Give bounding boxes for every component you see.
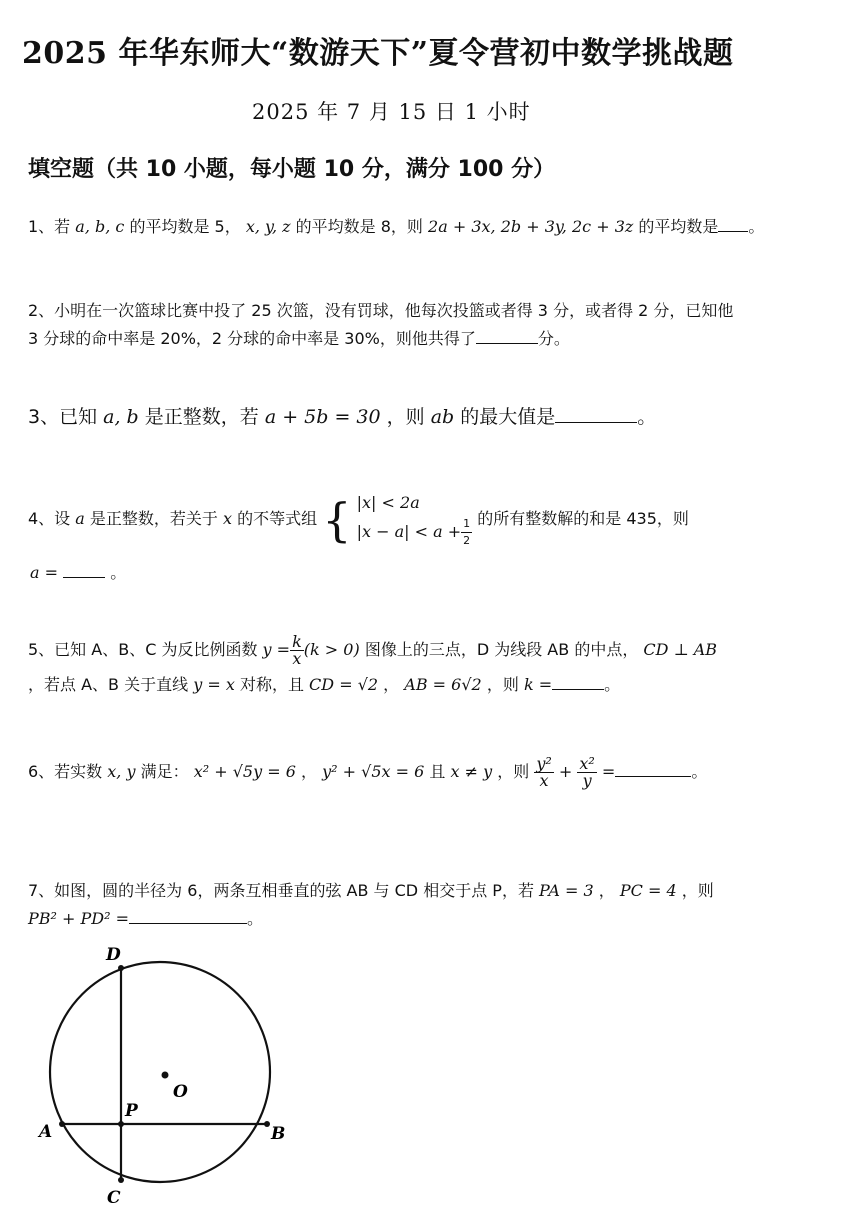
q4-half-fraction bbox=[461, 516, 472, 549]
q7-answer-line bbox=[28, 908, 263, 930]
q4-math-1: a bbox=[75, 509, 85, 528]
q5-end: 。 bbox=[604, 675, 621, 694]
question-3 bbox=[28, 406, 656, 428]
q4-text-1: 4、设 bbox=[28, 509, 71, 528]
q4-answer-line bbox=[30, 562, 126, 584]
q5-frac-num: k bbox=[292, 632, 302, 651]
q7-text-1: 7、如图，圆的半径为 6，两条互相垂直的弦 AB 与 CD 相交于点 P，若 bbox=[28, 881, 534, 900]
label-p: P bbox=[125, 1101, 138, 1121]
q7-math-2: PC = 4 bbox=[619, 881, 677, 900]
q6-equals: = bbox=[601, 762, 616, 781]
q4-math-2: x bbox=[223, 509, 233, 528]
q4-inequality-system bbox=[357, 490, 473, 549]
q6-text-3: ， bbox=[301, 762, 318, 781]
q2-line-2-wrap bbox=[28, 328, 733, 350]
q6-answer-blank bbox=[615, 762, 691, 777]
q3-math-2: a + 5b = 30 bbox=[264, 406, 381, 428]
q2-line-2: 3 分球的命中率是 20%，2 分球的命中率是 30%，则他共得了 bbox=[28, 329, 476, 348]
q4-text-3: 的不等式组 bbox=[237, 509, 318, 528]
question-5 bbox=[28, 634, 717, 667]
circle-chord-figure bbox=[30, 935, 300, 1205]
label-o: O bbox=[173, 1082, 188, 1102]
point-b bbox=[264, 1121, 270, 1127]
q7-math-3: PB² + PD² = bbox=[28, 909, 130, 928]
q5-text-1: 5、已知 A、B、C 为反比例函数 bbox=[28, 640, 258, 659]
q4-end: 。 bbox=[110, 563, 127, 582]
q4-half-den: 2 bbox=[463, 534, 471, 547]
q4-answer-blank bbox=[63, 563, 105, 578]
section-heading: 填空题（共 10 小题，每小题 10 分，满分 100 分） bbox=[28, 157, 556, 182]
q1-text-2: 的平均数是 5， bbox=[129, 217, 241, 236]
q1-text-1: 1、若 bbox=[28, 217, 71, 236]
q6-f1-num: y² bbox=[536, 754, 552, 773]
q6-fraction-1 bbox=[534, 756, 553, 789]
q5-math-1: y = bbox=[262, 640, 291, 659]
q7-answer-blank bbox=[129, 909, 247, 924]
q6-f1-den: x bbox=[539, 771, 549, 790]
q3-text-1: 3、已知 bbox=[28, 406, 98, 428]
point-c bbox=[118, 1177, 124, 1183]
q2-line-1: 2、小明在一次篮球比赛中投了 25 次篮，没有罚球，他每次投篮或者得 3 分，或者得 2 分，已知他 bbox=[28, 301, 734, 320]
q7-math-1: PA = 3 bbox=[539, 881, 594, 900]
q3-math-3: ab bbox=[430, 406, 455, 428]
center-point-o bbox=[162, 1072, 169, 1079]
q6-fraction-2 bbox=[577, 756, 596, 789]
point-a bbox=[59, 1121, 65, 1127]
question-6 bbox=[28, 756, 707, 789]
q4-text-4: 的所有整数解的和是 435，则 bbox=[477, 509, 689, 528]
q7-text-3: ，则 bbox=[681, 881, 714, 900]
q6-text-5: ，则 bbox=[497, 762, 530, 781]
q1-text-4: 的平均数是 bbox=[638, 217, 719, 236]
q5-math-7: k = bbox=[523, 675, 553, 694]
q3-math-1: a, b bbox=[103, 406, 139, 428]
question-7 bbox=[28, 880, 714, 902]
q4-ineq-2-text: |x − a| < a + bbox=[356, 522, 462, 541]
page-title: 2025 年华东师大“数游天下”夏令营初中数学挑战题 bbox=[22, 36, 734, 71]
q6-text-1: 6、若实数 bbox=[28, 762, 103, 781]
q6-math-4: x ≠ y bbox=[450, 762, 493, 781]
q6-f2-num: x² bbox=[579, 754, 595, 773]
q4-text-2: 是正整数，若关于 bbox=[89, 509, 218, 528]
q5-text-2: 图像上的三点，D 为线段 AB 的中点， bbox=[364, 640, 639, 659]
q6-plus: + bbox=[558, 762, 573, 781]
label-a: A bbox=[39, 1122, 53, 1142]
circle-outline bbox=[50, 962, 270, 1182]
question-5-line-2 bbox=[28, 674, 620, 696]
q1-answer-blank bbox=[718, 217, 748, 232]
q4-system-brace: { bbox=[322, 492, 352, 547]
q7-text-2: ， bbox=[598, 881, 615, 900]
q5-answer-blank bbox=[552, 675, 604, 690]
q4-half-num: 1 bbox=[461, 516, 472, 533]
q6-math-3: y² + √5x = 6 bbox=[322, 762, 425, 781]
q3-answer-blank bbox=[555, 408, 637, 423]
q5-math-4: y = x bbox=[193, 675, 235, 694]
q3-end: 。 bbox=[637, 406, 657, 428]
question-4 bbox=[28, 490, 689, 549]
q3-text-3: ，则 bbox=[386, 406, 425, 428]
question-2 bbox=[28, 300, 733, 350]
q4-ineq-2 bbox=[357, 516, 473, 549]
q4-answer-label: a = bbox=[30, 563, 59, 582]
q3-text-2: 是正整数，若 bbox=[144, 406, 259, 428]
q1-text-3: 的平均数是 8，则 bbox=[295, 217, 423, 236]
q6-end: 。 bbox=[691, 762, 708, 781]
q4-ineq-1: |x| < 2a bbox=[356, 493, 420, 512]
q5-text-3: ，若点 A、B 关于直线 bbox=[28, 675, 189, 694]
q5-math-3: CD ⊥ AB bbox=[643, 640, 718, 659]
exam-date-line: 2025 年 7 月 15 日 1 小时 bbox=[252, 100, 531, 124]
q6-math-1: x, y bbox=[107, 762, 136, 781]
q5-text-4: 对称，且 bbox=[239, 675, 304, 694]
q1-math-3: 2a + 3x, 2b + 3y, 2c + 3z bbox=[428, 217, 634, 236]
q6-text-2: 满足： bbox=[140, 762, 189, 781]
point-p bbox=[118, 1121, 124, 1127]
q5-math-6: AB = 6√2 bbox=[404, 675, 482, 694]
q1-math-1: a, b, c bbox=[75, 217, 125, 236]
q5-text-6: ，则 bbox=[486, 675, 519, 694]
label-c: C bbox=[107, 1188, 121, 1205]
q1-end: 。 bbox=[748, 217, 765, 236]
q3-text-4: 的最大值是 bbox=[460, 406, 556, 428]
q5-math-2: (k > 0) bbox=[303, 640, 360, 659]
q5-text-5: ， bbox=[383, 675, 400, 694]
q2-answer-blank bbox=[476, 329, 538, 344]
q5-k-over-x bbox=[290, 634, 304, 667]
q6-text-4: 且 bbox=[429, 762, 446, 781]
q6-f2-den: y bbox=[582, 771, 592, 790]
q7-end: 。 bbox=[247, 909, 264, 928]
label-b: B bbox=[271, 1124, 286, 1144]
q5-frac-den: x bbox=[292, 649, 302, 668]
question-1 bbox=[28, 216, 764, 238]
q5-math-5: CD = √2 bbox=[309, 675, 379, 694]
label-d: D bbox=[106, 945, 121, 965]
point-d bbox=[118, 965, 124, 971]
q2-end: 分。 bbox=[537, 329, 570, 348]
q6-math-2: x² + √5y = 6 bbox=[193, 762, 296, 781]
q1-math-2: x, y, z bbox=[245, 217, 291, 236]
